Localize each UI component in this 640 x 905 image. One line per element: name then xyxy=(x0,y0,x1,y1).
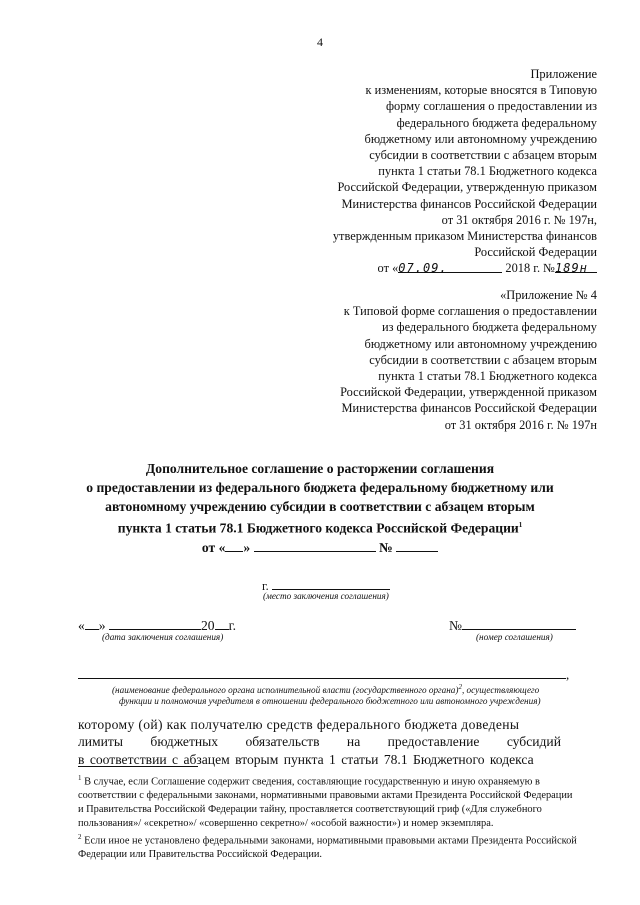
year-prefix: 20 xyxy=(201,618,215,633)
body-line: в соответствии с абзацем вторым пункта 1 статьи 78.1 Бюджетного кодекса xyxy=(78,751,534,767)
date-close: » xyxy=(243,539,251,555)
annex-date-line xyxy=(333,260,597,276)
document-title xyxy=(0,460,640,558)
month-field xyxy=(254,539,376,552)
annex-header xyxy=(333,66,597,277)
date-caption: (дата заключения соглашения) xyxy=(102,632,224,642)
title-line-last xyxy=(0,516,640,538)
day-field xyxy=(225,539,243,552)
annex-line: форму соглашения о предоставлении из xyxy=(385,99,597,114)
annex4-line: «Приложение № 4 xyxy=(500,288,597,302)
page-number: 4 xyxy=(317,35,323,49)
year-suffix: г. xyxy=(228,618,237,633)
footnote-ref: 2 xyxy=(78,832,82,841)
footnote-line xyxy=(78,831,598,848)
annex4-line: пункта 1 статьи 78.1 Бюджетного кодекса xyxy=(378,369,597,384)
footnote-line xyxy=(78,772,598,789)
city-prefix: г. xyxy=(262,579,269,593)
place-field xyxy=(272,577,390,590)
date-open: от « xyxy=(201,539,226,555)
number-caption: (номер соглашения) xyxy=(476,632,553,642)
footnote-text: Если иное не установлено федеральными законами, нормативными правовыми актами Президента Российской xyxy=(81,835,577,847)
footnote-ref: 1 xyxy=(518,521,523,530)
annex4-line: Российской Федерации, утвержденной приказом xyxy=(340,385,597,400)
year-field xyxy=(215,617,229,630)
title-line: Дополнительное соглашение о расторжении соглашения xyxy=(145,461,495,476)
annex4-line: Министерства финансов Российской Федерации xyxy=(341,401,597,416)
annex-line: утвержденным приказом Министерства финансов xyxy=(332,229,597,244)
annex4-line: субсидии в соответствии с абзацем вторым xyxy=(369,352,597,367)
order-number-field xyxy=(555,260,597,276)
title-line: автономному учреждению субсидии в соответствии с абзацем вторым xyxy=(105,498,535,514)
title-line: о предоставлении из федерального бюджета федеральному бюджетному или xyxy=(86,479,554,495)
handwritten-order-number: 189н xyxy=(555,261,588,276)
authority-field xyxy=(78,666,566,679)
authority-trailing-comma: , xyxy=(566,667,570,682)
body-text xyxy=(78,716,598,768)
footnote-line: соответствии с федеральными законами, нормативными правовыми актами Президента Российской Федерации xyxy=(78,790,573,802)
annex-line: бюджетному или автономному учреждению xyxy=(364,131,597,146)
annex4-line: из федерального бюджета федеральному xyxy=(381,320,597,335)
day-field xyxy=(85,617,99,630)
number-field xyxy=(396,539,438,552)
authority-caption-end: , осуществляющего xyxy=(461,685,540,696)
date-prefix: от « xyxy=(377,261,399,276)
number-label: № xyxy=(379,539,393,555)
footnote-line: Федерации или Правительства Российской Федерации. xyxy=(78,848,323,860)
annex4-line: бюджетному или автономному учреждению xyxy=(364,336,597,351)
annex4-line: от 31 октября 2016 г. № 197н xyxy=(444,417,597,432)
annex-line: Министерства финансов Российской Федерации xyxy=(341,196,597,211)
body-line: лимиты бюджетных обязательств на предоставление субсидий xyxy=(78,734,561,750)
title-date-line xyxy=(0,539,640,558)
date-suffix: 2018 г. № xyxy=(505,261,555,276)
agreement-number-field xyxy=(462,617,576,630)
footnotes xyxy=(78,772,598,862)
annex-line: пункта 1 статьи 78.1 Бюджетного кодекса xyxy=(378,164,597,179)
authority-caption-2: функции и полномочия учредителя в отношении федерального бюджетного или автономного учреждения) xyxy=(119,696,541,706)
date-field xyxy=(398,260,502,276)
body-line: которому (ой) как получателю средств федерального бюджета доведены xyxy=(78,717,520,732)
date-close-quote: » xyxy=(98,618,106,633)
annex-line: субсидии в соответствии с абзацем вторым xyxy=(369,148,597,163)
footnote-separator xyxy=(78,766,198,767)
number-label: № xyxy=(449,618,462,633)
footnote-ref: 1 xyxy=(78,774,82,782)
annex-line: Российской Федерации xyxy=(474,245,597,260)
annex-line: Российской Федерации, утвержденную приказом xyxy=(337,180,597,195)
authority-caption-text: (наименование федерального органа исполнительной власти (государственного органа) xyxy=(112,685,459,696)
footnote-ref: 2 xyxy=(458,683,462,691)
annex-line: Приложение xyxy=(530,67,597,81)
footnote-line: пользования»/ «секретно»/ «совершенно секретно»/ «особой важности») и номер экземпляра. xyxy=(78,817,494,829)
handwritten-date: 07.09. xyxy=(398,261,448,276)
footnote-text: В случае, если Соглашение содержит сведения, составляющие государственную и иную охраняемую в xyxy=(81,776,540,788)
annex-line: федерального бюджета федеральному xyxy=(396,115,597,130)
place-caption: (место заключения соглашения) xyxy=(263,591,389,601)
annex4-header xyxy=(340,287,597,433)
authority-caption-1 xyxy=(112,683,539,695)
date-open-quote: « xyxy=(78,618,85,633)
annex4-line: к Типовой форме соглашения о предоставлении xyxy=(343,304,597,319)
title-line-text: пункта 1 статьи 78.1 Бюджетного кодекса Российской Федерации xyxy=(117,520,519,536)
month-field xyxy=(109,617,201,630)
annex-line: от 31 октября 2016 г. № 197н, xyxy=(441,212,597,227)
annex-line: к изменениям, которые вносятся в Типовую xyxy=(365,83,597,98)
footnote-line: и Правительства Российской Федерации тайну, проставляется соответствующий гриф («Для служебного xyxy=(78,804,542,816)
